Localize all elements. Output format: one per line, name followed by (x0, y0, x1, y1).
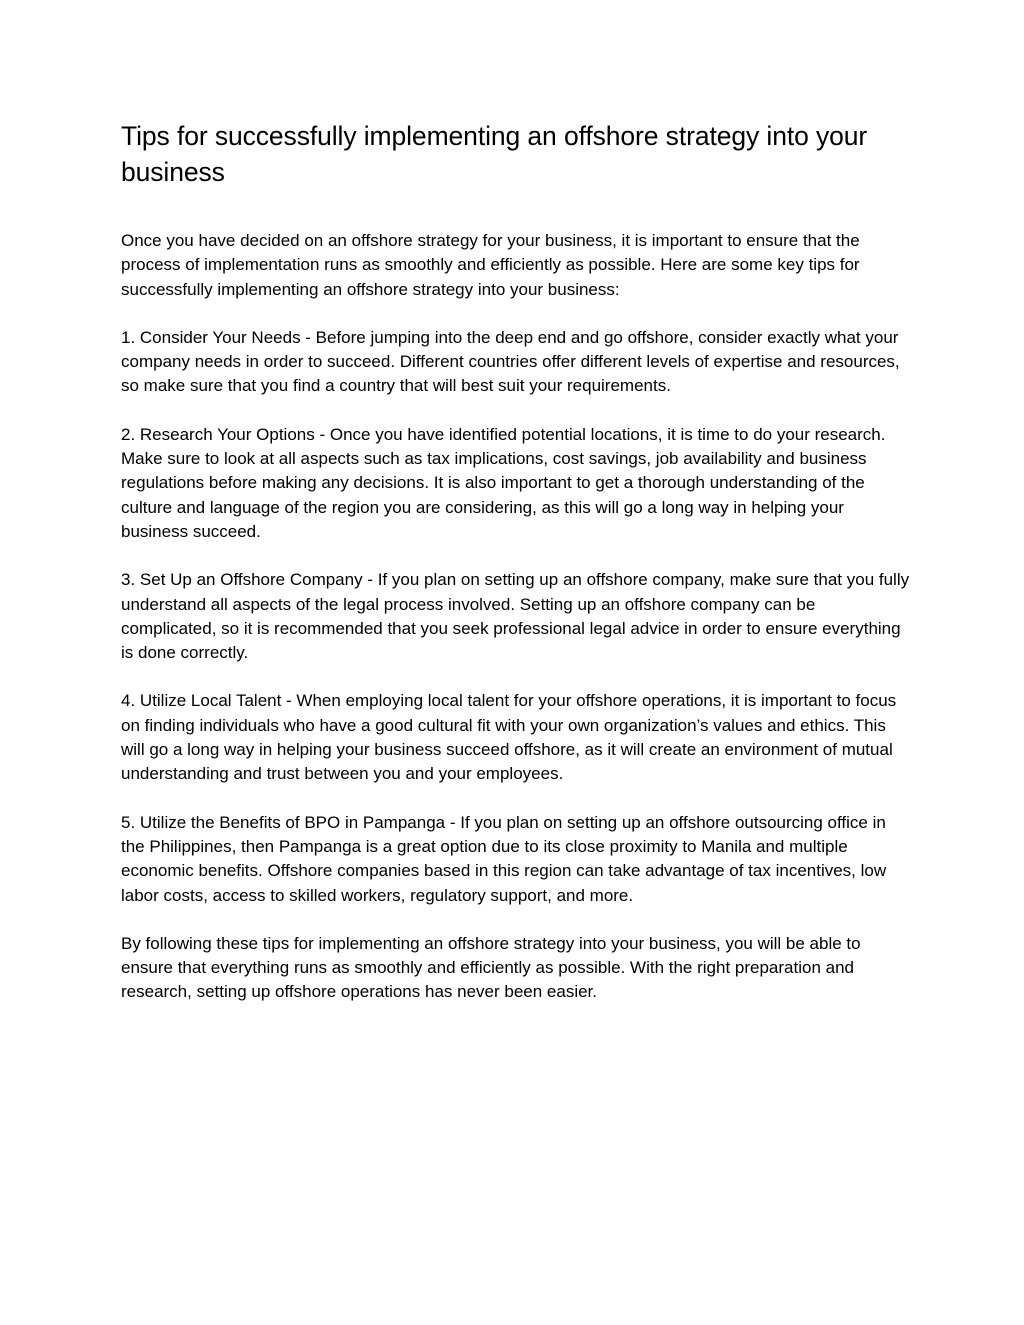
paragraph-tip-1: 1. Consider Your Needs - Before jumping into the deep end and go offshore, consider exactly what your company needs in order to succeed. Different countries offer different levels of expertise and resources, so make sure that you find a country that will best suit your requirements. (121, 327, 900, 396)
paragraph-tip-5: 5. Utilize the Benefits of BPO in Pampanga - If you plan on setting up an offshore outsourcing office in the Philippines, then Pampanga is a great option due to its close proximity to Manila and multiple economic benefits. Offshore companies based in this region can take advantage of tax incentives, low labor costs, access to skilled workers, regulatory support, and more. (121, 812, 887, 905)
document-body (121, 229, 911, 1005)
paragraph-tip-2: 2. Research Your Options - Once you have identified potential locations, it is time to do your research. Make sure to look at all aspects such as tax implications, cost savings, job availability and business regulations before making any decisions. It is also important to get a thorough understanding of the culture and language of the region you are considering, as this will go a long way in helping your business succeed. (121, 424, 886, 541)
document-content (121, 118, 911, 1029)
paragraph-intro: Once you have decided on an offshore strategy for your business, it is important to ensure that the process of implementation runs as smoothly and efficiently as possible. Here are some key tips for successfully implementing an offshore strategy into your business: (121, 231, 860, 299)
paragraph-conclusion: By following these tips for implementing an offshore strategy into your business, you will be able to ensure that everything runs as smoothly and efficiently as possible. With the right preparation and research, setting up offshore operations has never been easier. (121, 933, 861, 1002)
document-title: Tips for successfully implementing an offshore strategy into your business (121, 121, 868, 187)
paragraph-tip-3: 3. Set Up an Offshore Company - If you plan on setting up an offshore company, make sure that you fully understand all aspects of the legal process involved. Setting up an offshore company can be complicated, so it is recommended that you seek professional legal advice in order to ensure everything is done correctly. (121, 570, 910, 663)
paragraph-tip-4: 4. Utilize Local Talent - When employing local talent for your offshore operations, it is important to focus on finding individuals who have a good cultural fit with your own organization’s values and ethics. This will go a long way in helping your business succeed offshore, as it will create an environment of mutual understanding and trust between you and your employees. (121, 691, 897, 784)
